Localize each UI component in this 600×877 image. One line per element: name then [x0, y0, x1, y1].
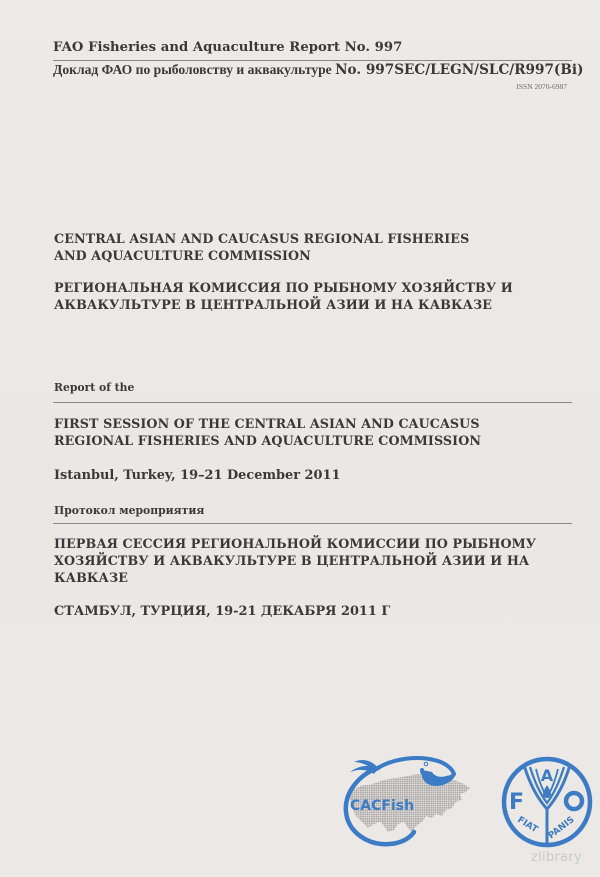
report-title-ru [54, 535, 536, 586]
series-rule [53, 60, 572, 61]
report-title-en-line: REGIONAL FISHERIES AND AQUACULTURE COMMISSION [54, 433, 482, 448]
watermark: zlibrary [531, 850, 583, 865]
svg-text:A: A [540, 766, 554, 785]
commission-en-line: AND AQUACULTURE COMMISSION [54, 248, 311, 263]
series-title-ru [53, 62, 583, 78]
issn: ISSN 2070-6987 [516, 82, 567, 91]
fao-logo-icon [500, 755, 594, 849]
commission-en-line: CENTRAL ASIAN AND CAUCASUS REGIONAL FISHERIES [54, 231, 470, 246]
report-label-ru: Протокол мероприятия [54, 504, 205, 517]
commission-name-ru [54, 279, 513, 313]
series-number: No. 997SEC/LEGN/SLC/R997(Bi) [335, 62, 584, 78]
commission-ru-line: АКВАКУЛЬТУРЕ В ЦЕНТРАЛЬНОЙ АЗИИ И НА КАВКАЗЕ [54, 297, 493, 312]
report-title-en [54, 415, 481, 449]
report-rule-en [53, 402, 572, 403]
place-date-en: Istanbul, Turkey, 19–21 December 2011 [54, 468, 341, 483]
series-title: FAO Fisheries and Aquaculture Report No. 997 [53, 40, 403, 55]
series-title-ru-prefix: Доклад ФАО по рыболовству и аквакультуре [53, 62, 332, 77]
commission-name-en [54, 230, 469, 264]
report-title-ru-line: ХОЗЯЙСТВУ И АКВАКУЛЬТУРЕ В ЦЕНТРАЛЬНОЙ АЗИИ И НА [54, 553, 530, 568]
report-rule-ru [53, 523, 572, 524]
report-title-ru-line: ПЕРВАЯ СЕССИЯ РЕГИОНАЛЬНОЙ КОМИССИИ ПО РЫБНОМУ [54, 536, 537, 551]
svg-text:FIAT: FIAT [515, 815, 540, 836]
svg-text:CACFish: CACFish [350, 798, 415, 814]
svg-text:PANIS: PANIS [546, 814, 577, 842]
commission-ru-line: РЕГИОНАЛЬНАЯ КОМИССИЯ ПО РЫБНОМУ ХОЗЯЙСТВУ И [54, 280, 513, 295]
cacfish-logo-icon [338, 752, 478, 852]
svg-text:F: F [509, 790, 525, 815]
report-title-ru-line: КАВКАЗЕ [54, 570, 128, 585]
place-date-ru: СТАМБУЛ, ТУРЦИЯ, 19-21 ДЕКАБРЯ 2011 Г [54, 604, 391, 619]
report-title-en-line: FIRST SESSION OF THE CENTRAL ASIAN AND CAUCASUS [54, 416, 480, 431]
report-label-en: Report of the [54, 381, 135, 394]
